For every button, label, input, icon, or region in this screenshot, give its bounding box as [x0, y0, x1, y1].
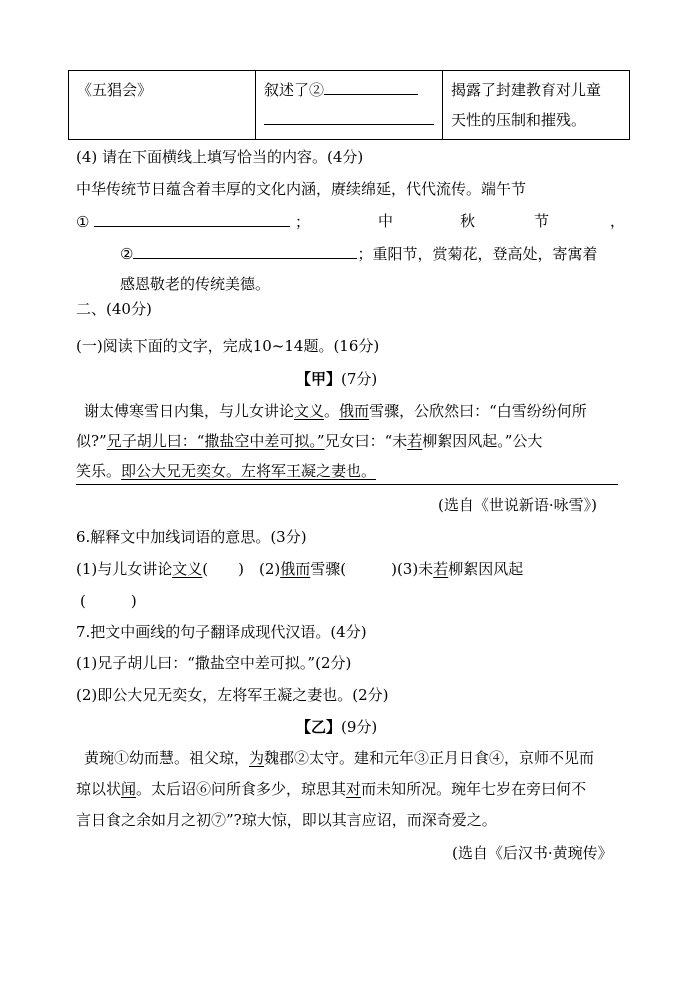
q7-title: 7.把文中画线的句子翻译成现代汉语。(4分): [76, 623, 367, 641]
section2-title: 二、(40分): [76, 300, 152, 318]
yi-heading: 【乙】(9分): [296, 718, 378, 736]
answer-blank[interactable]: [94, 210, 290, 227]
works-table: [68, 70, 630, 140]
jia-line2: 似?”兄子胡儿曰：“撒盐空中差可拟。”兄女曰：“未若柳絮因风起。”公大: [76, 432, 543, 450]
table-cell-title: 《五猖会》: [69, 71, 256, 140]
q6-title: 6.解释文中加线词语的意思。(3分): [76, 528, 307, 546]
answer-blank[interactable]: [324, 78, 418, 95]
jia-line1: 谢太傅寒雪日内集，与儿女讲论文义。俄而雪骤，公欣然曰：“白雪纷纷何所: [84, 402, 587, 420]
section2-part1: (一)阅读下面的文字，完成10~14题。(16分): [76, 337, 380, 355]
answer-blank[interactable]: [133, 242, 357, 259]
q7-s2: (2)即公大兄无奕女，左将军王凝之妻也。(2分): [76, 686, 389, 704]
jia-heading: 【甲】(7分): [296, 370, 378, 388]
q4-line1: ① ； 中 秋 节 ，: [76, 212, 626, 231]
yi-line1: 黄琬①幼而慧。祖父琼，为魏郡②太守。建和元年③正月日食④，京师不见而: [84, 749, 595, 767]
yi-line3: 言日食之余如月之初⑦”?琼大惊，即以其言应诏，而深奇爱之。: [76, 811, 497, 829]
table-cell-blank: 叙述了②: [256, 71, 443, 140]
q7-s1: (1)兄子胡儿曰：“撒盐空中差可拟。”(2分): [76, 654, 352, 672]
q4-line2: ② ；重阳节，赏菊花，登高处，寄寓着: [120, 242, 597, 265]
jia-source: (选自《世说新语·咏雪》): [438, 496, 597, 514]
jia-line3: 笑乐。即公大兄无奕女。左将军王凝之妻也。: [76, 462, 377, 480]
yi-source: (选自《后汉书·黄琬传》: [452, 844, 613, 862]
table-cell-desc: 揭露了封建教育对儿童 天性的压制和摧残。: [443, 71, 630, 140]
q4-intro: 中华传统节日蕴含着丰厚的文化内涵，赓续绵延，代代流传。端午节: [76, 180, 527, 198]
yi-line2: 琼以状闻。太后诏⑥问所食多少，琼思其对而未知所况。琬年七岁在旁曰何不: [76, 780, 587, 798]
answer-blank[interactable]: [264, 108, 434, 125]
divider-line: [76, 484, 618, 485]
q4-title: (4) 请在下面横线上填写恰当的内容。(4分): [76, 148, 364, 166]
q4-last: 感恩敬老的传统美德。: [120, 275, 271, 293]
q6-item3-blank[interactable]: ( ): [80, 592, 137, 610]
q6-items: (1)与儿女讲论文义( ) (2)俄而雪骤( )(3)未若柳絮因风起: [76, 560, 524, 578]
